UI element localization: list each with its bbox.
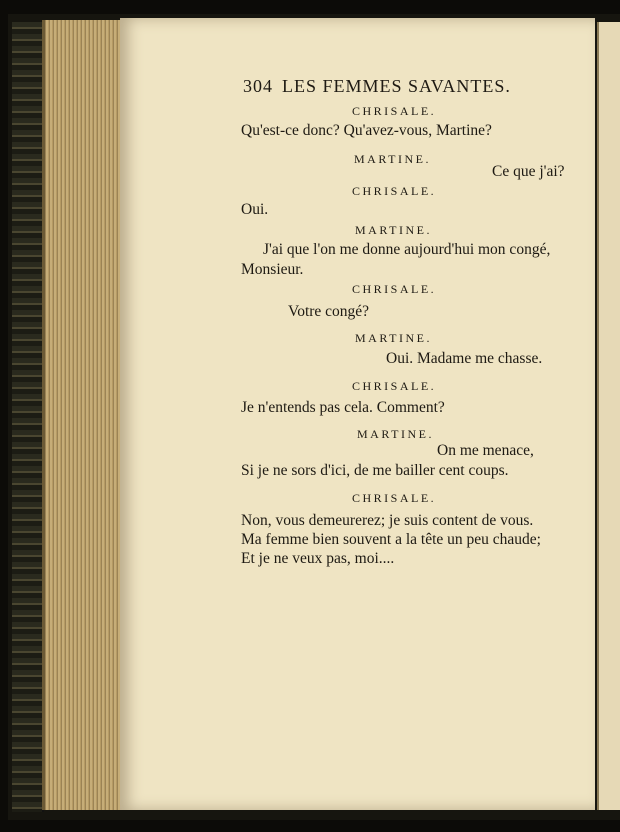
speaker-label: CHRISALE.: [352, 184, 437, 198]
verse-line: Si je ne sors d'ici, de me bailler cent coups.: [241, 462, 509, 479]
verse-line: Ma femme bien souvent a la tête un peu chaude;: [241, 531, 541, 548]
book-spine: [12, 22, 44, 812]
verse-line: Et je ne veux pas, moi....: [241, 550, 395, 567]
speaker-label: MARTINE.: [354, 152, 431, 166]
verse-line: J'ai que l'on me donne aujourd'hui mon congé,: [263, 241, 551, 258]
page-number: 304: [243, 76, 273, 96]
speaker-label: CHRISALE.: [352, 491, 437, 505]
verse-line: Non, vous demeurerez; je suis content de vous.: [241, 512, 534, 529]
speaker-label: CHRISALE.: [352, 379, 437, 393]
speaker-label: MARTINE.: [355, 331, 432, 345]
page-edges: [42, 20, 123, 810]
next-page-edge: [597, 22, 620, 810]
verse-line: Oui. Madame me chasse.: [386, 350, 543, 367]
speaker-label: MARTINE.: [357, 427, 434, 441]
speaker-label: MARTINE.: [355, 223, 432, 237]
verse-line: Je n'entends pas cela. Comment?: [241, 399, 445, 416]
speaker-label: CHRISALE.: [352, 282, 437, 296]
verse-line: Qu'est-ce donc? Qu'avez-vous, Martine?: [241, 122, 492, 139]
verse-line: Monsieur.: [241, 261, 304, 278]
verse-line: On me menace,: [437, 442, 534, 459]
verse-line: Oui.: [241, 201, 269, 218]
running-title: LES FEMMES SAVANTES.: [282, 76, 511, 96]
speaker-label: CHRISALE.: [352, 104, 437, 118]
verse-line: Ce que j'ai?: [492, 163, 565, 180]
verse-line: Votre congé?: [288, 303, 370, 320]
